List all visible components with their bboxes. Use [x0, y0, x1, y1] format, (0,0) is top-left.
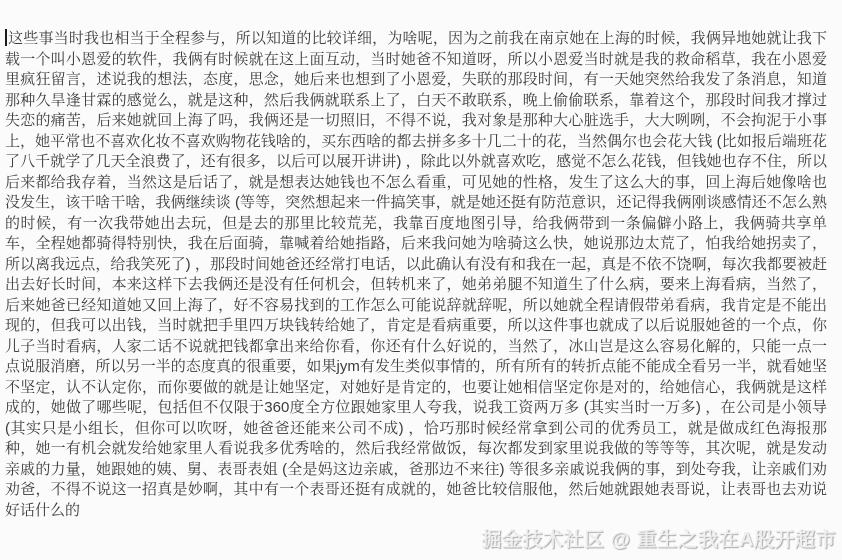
text-cursor — [5, 29, 7, 46]
watermark: 掘金技术社区 @ 重生之我在A股开超市 — [481, 529, 836, 551]
article-text: 这些事当时我也相当于全程参与，所以知道的比较详细，为啥呢，因为之前我在南京她在上海的时候，我俩异地她就让我下载一个叫小恩爱的软件，我俩有时候就在这上面互动，当时她爸不知道呀，所以小恩爱当时就是我的救命稻草，我在小恩爱里疯狂留言，述说我的想法，态度，思念，她后来也想到了小恩爱，失联的那段时间，有一天她突然给我发了条消息，知道那种久旱逢甘霖的感觉么，就是这种，然后我俩就联系上了，白天不敢联系，晚上偷偷联系，靠着这个，那段时间我才撑过失恋的痛苦，后来她就回上海了吗，我俩还是一切照旧，不得不说，我对象是那种大心脏选手，大大咧咧，不会拘泥于小事上，她平常也不喜欢化妆不喜欢购物花钱啥的，买东西啥的都去拼多多十几二十的花，当然偶尔也会花大钱 (比如报后端班花了八千就学了几天全浪费了，还有很多，以后可以展开讲讲) ，除此以外就喜欢吃，感觉不怎么花钱，但钱她也存不住，所以后来都给我存着，当然这是后话了，就是想表达她钱也不怎么看重，可见她的性格，发生了这么大的事，回上海后她像啥也没发生，该干啥干啥，我俩继续谈 (等等，突然想起来一件搞笑事，就是她还挺有防范意识，还记得我俩刚谈感情还不怎么熟的时候，有一次我带她出去玩，但是去的那里比较荒芜，我靠百度地图引导，给我俩带到一条偏僻小路上，我俩骑共享单车，全程她都骑得特别快，我在后面骑，靠喊着给她指路，后来我问她为啥骑这么快，她说那边太荒了，怕我给她拐卖了，所以离我远点，给我笑死了) ，那段时间她爸还经常打电话，以此确认有没有和我在一起，真是不依不饶啊，每次我都要被赶出去好长时间，本来这样下去我俩还是没有任何机会，但转机来了，她弟弟腿不知道生了什么病，要来上海看病，当然了，后来她爸已经知道她又回上海了，好不容易找到的工作怎么可能说辞就辞呢，所以她就全程请假带弟看病，我肯定是不能出现的，但我可以出钱，当时就把手里四万块钱转给她了，肯定是看病重要，所以这件事也就成了以后说服她爸的一个点，你儿子当时看病，人家二话不说就把钱都拿出来给你看，你还有什么好说的，当然了，冰山岂是这么容易化解的，只能一点一点说服消磨，所以另一半的态度真的很重要，如果jym有发生类似事情的，所有所有的转折点能不能成全看另一半，就看她坚不坚定，认不认定你，而你要做的就是让她坚定，对她好是肯定的，也要让她相信坚定你是对的，给她信心，我俩就是这样成的，她做了哪些呢，包括但不仅限于360度全方位跟她家里人夸我，说我工资两万多 (其实当时一万多) ，在公司是小领导 (其实只是小组长，但你可以吹呀，她爸爸还能来公司不成) ，恰巧那时候经常拿到公司的优秀员工，就是做成红色海报那种，她一有机会就发给她家里人看说我多优秀啥的，然后我经常做饭，每次都发到家里说我做的等等等，其次呢，就是发动亲戚的力量，她跟她的姨、舅、表哥表姐 (全是妈这边亲戚，爸那边不来往) 等很多亲戚说我俩的事，到处夸我，让亲戚们劝劝爸，不得不说这一招真是妙啊，其中有一个表哥还挺有成就的，她爸比较信服他，然后她就跟她表哥说，让表哥也去劝说好话什么的 — [5, 30, 827, 519]
text-editor-area[interactable] — [5, 29, 827, 521]
